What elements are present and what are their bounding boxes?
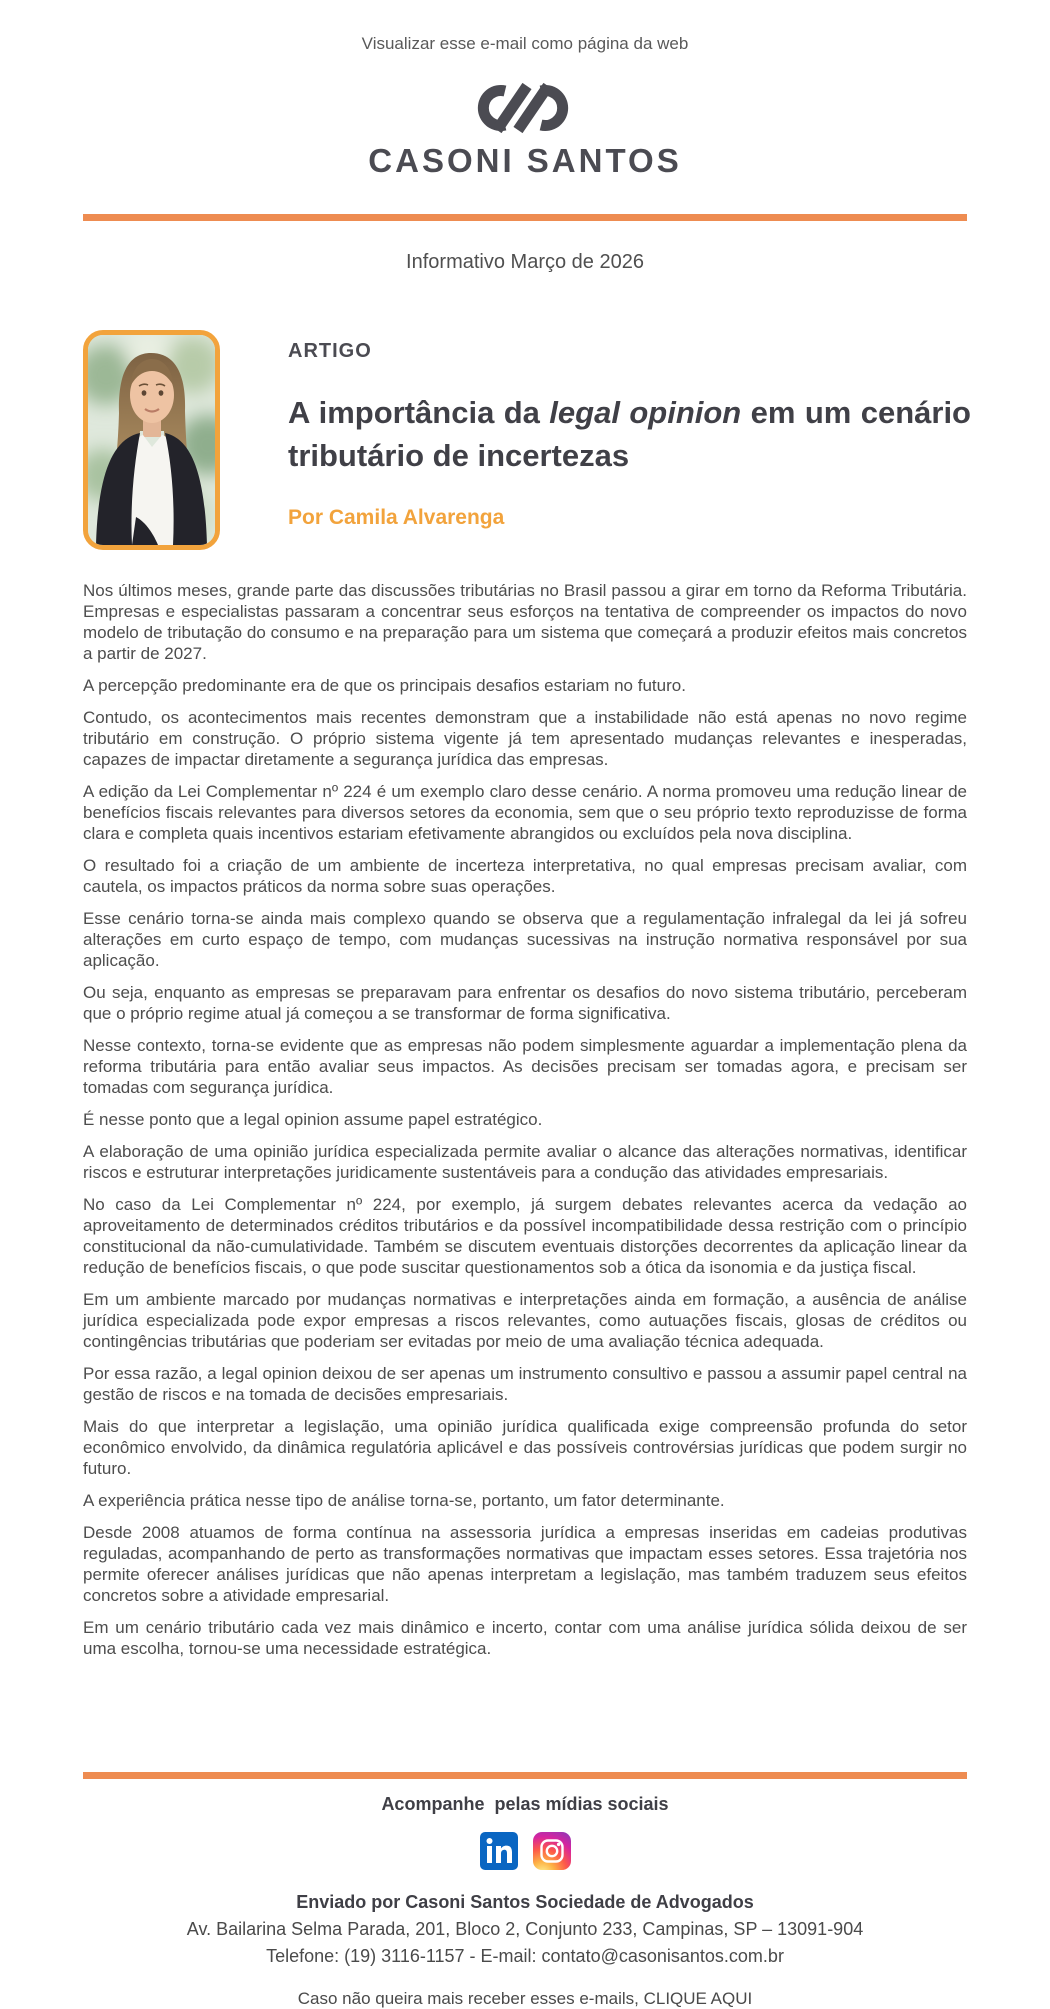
article-body [83, 580, 967, 1659]
social-heading: Acompanhe pelas mídias sociais [381, 1794, 669, 1814]
article-paragraph: Esse cenário torna-se ainda mais complexo quando se observa que a regulamentação infralegal da lei já sofreu alterações em curto espaço de tempo, com mudanças sucessivas na instrução normativa responsável por sua aplicação. [83, 909, 967, 970]
brand-monogram-icon [461, 80, 589, 136]
unsubscribe-link[interactable]: CLIQUE AQUI [643, 1989, 753, 2008]
article-paragraph: Em um ambiente marcado por mudanças normativas e interpretações ainda em formação, a ausência de análise jurídica especializada pode expor empresas a riscos relevantes, como autuações fiscais, glosas de créditos ou contingências tributárias que poderiam ser evitadas por meio de uma avaliação técnica adequada. [83, 1290, 967, 1351]
brand-logo [0, 80, 1050, 180]
social-row [0, 1832, 1050, 1870]
article-paragraph: Ou seja, enquanto as empresas se preparavam para enfrentar os desafios do novo sistema tributário, perceberam que o próprio regime atual já começou a se transformar de forma significativa. [83, 983, 967, 1023]
article-paragraph: O resultado foi a criação de um ambiente de incerteza interpretativa, no qual empresas precisam avaliar, com cautela, os impactos práticos da norma sobre suas operações. [83, 856, 967, 896]
article-paragraph: A percepção predominante era de que os principais desafios estariam no futuro. [83, 676, 686, 695]
article-paragraph: Nesse contexto, torna-se evidente que as empresas não podem simplesmente aguardar a implementação plena da reforma tributária para então avaliar seus impactos. As decisões precisam ser tomadas agora, e precisam ser tomadas com segurança jurídica. [83, 1036, 967, 1097]
article-kicker: ARTIGO [288, 340, 372, 362]
article-paragraph: Em um cenário tributário cada vez mais dinâmico e incerto, contar com uma análise jurídica sólida deixou de ser uma escolha, tornou-se uma necessidade estratégica. [83, 1618, 967, 1658]
article-paragraph: Contudo, os acontecimentos mais recentes demonstram que a instabilidade não está apenas no novo regime tributário em construção. O próprio sistema vigente já tem apresentado mudanças relevantes e inesperadas, capazes de impactar diretamente a segurança jurídica das empresas. [83, 708, 967, 769]
view-online-link[interactable]: Visualizar esse e-mail como página da web [361, 34, 689, 53]
brand-name: CASONI SANTOS [368, 142, 682, 179]
article-title-prefix: A importância da [288, 395, 550, 430]
article-paragraph: A elaboração de uma opinião jurídica especializada permite avaliar o alcance das alterações normativas, identificar riscos e estruturar interpretações juridicamente sustentáveis para a condução das atividades empresariais. [83, 1142, 967, 1182]
unsubscribe-text: Caso não queira mais receber esses e-mails, [297, 1989, 644, 2008]
address-line: Av. Bailarina Selma Parada, 201, Bloco 2, Conjunto 233, Campinas, SP – 13091-904 [186, 1919, 864, 1939]
article-paragraph: Por essa razão, a legal opinion deixou de ser apenas um instrumento consultivo e passou a assumir papel central na gestão de riscos e na tomada de decisões empresariais. [83, 1364, 967, 1404]
article-title-italic: legal opinion [549, 395, 742, 430]
instagram-icon[interactable] [533, 1832, 571, 1870]
article-byline: Por Camila Alvarenga [288, 505, 505, 529]
footer [0, 1772, 1050, 2009]
article-header [75, 330, 975, 550]
article-paragraph: Mais do que interpretar a legislação, uma opinião jurídica qualificada exige compreensão profunda do setor econômico envolvido, da dinâmica regulatória aplicável e das possíveis controvérsias jurídicas que podem surgir no futuro. [83, 1417, 967, 1478]
article-paragraph: A experiência prática nesse tipo de análise torna-se, portanto, um fator determinante. [83, 1491, 725, 1510]
contact-line: Telefone: (19) 3116-1157 - E-mail: contato@casonisantos.com.br [266, 1946, 784, 1966]
article-paragraph: Nos últimos meses, grande parte das discussões tributárias no Brasil passou a girar em torno da Reforma Tributária. Empresas e especialistas passaram a concentrar seus esforços na tentativa de compreender os impactos do novo modelo de tributação do consumo e na preparação para um sistema que começará a produzir efeitos mais concretos a partir de 2027. [83, 581, 967, 663]
article-paragraph: A edição da Lei Complementar nº 224 é um exemplo claro desse cenário. A norma promoveu uma redução linear de benefícios fiscais relevantes para diversos setores da economia, sem que o seu próprio texto reproduzisse de forma clara e completa quais incentivos estariam efetivamente abrangidos ou excluídos pela nova disciplina. [83, 782, 967, 843]
section-divider [83, 214, 967, 221]
article-title [288, 391, 971, 478]
article-title-suffix: em um cenário tributário de incertezas [288, 395, 971, 474]
article-paragraph: No caso da Lei Complementar nº 224, por exemplo, já surgem debates relevantes acerca da vedação ao aproveitamento de determinados créditos tributários e da possível incompatibilidade dessa restrição com o princípio constitucional da não-cumulatividade. Também se discutem eventuais distorções decorrentes da aplicação linear da redução de benefícios fiscais, o que pode suscitar questionamentos sob a ótica da isonomia e da justiça fiscal. [83, 1195, 967, 1277]
unsubscribe-line [0, 1989, 1050, 2009]
author-photo [83, 330, 220, 550]
article-paragraph: Desde 2008 atuamos de forma contínua na assessoria jurídica a empresas inseridas em cadeias produtivas reguladas, acompanhando de perto as transformações normativas que impactam esses setores. Essa trajetória nos permite oferecer análises jurídicas que não apenas interpretam a legislação, mas também traduzem seus efeitos concretos sobre a atividade empresarial. [83, 1523, 967, 1605]
linkedin-icon[interactable] [480, 1832, 518, 1870]
sender-line: Enviado por Casoni Santos Sociedade de Advogados [296, 1892, 754, 1912]
article-paragraph: É nesse ponto que a legal opinion assume papel estratégico. [83, 1110, 543, 1129]
newsletter-label: Informativo Março de 2026 [406, 251, 644, 273]
footer-divider [83, 1772, 967, 1779]
